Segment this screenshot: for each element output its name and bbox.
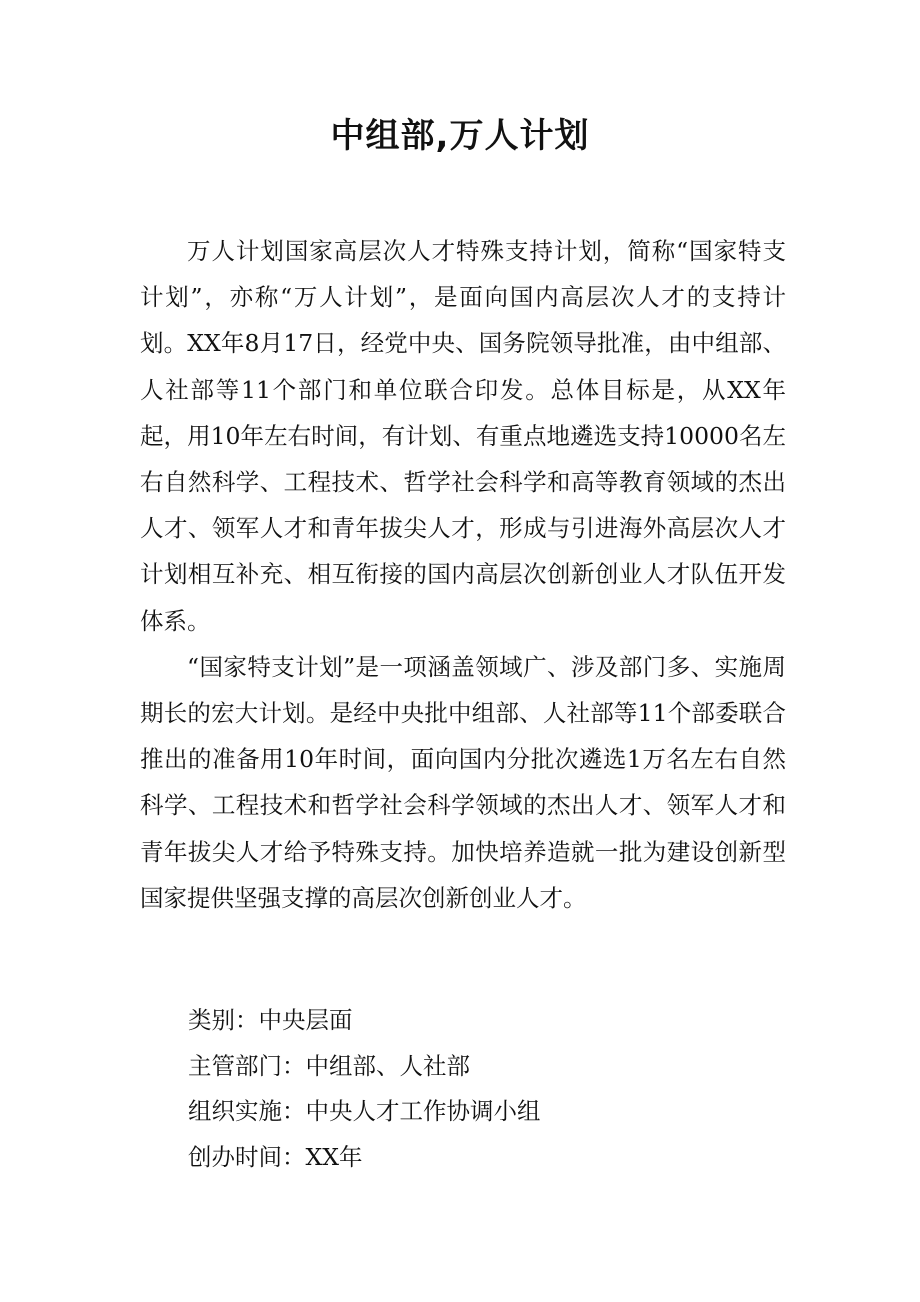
document-body [140,228,786,921]
info-founded: 创办时间：XX年 [188,1142,363,1171]
info-department: 主管部门：中组部、人社部 [188,1051,470,1080]
paragraph-intro: 万人计划国家高层次人才特殊支持计划，简称“国家特支计划”，亦称“万人计划”，是面向国内高层次人才的支持计划。XX年8月17日，经党中央、国务院领导批准，由中组部、人社部等11个部门和单位联合印发。总体目标是，从XX年起，用10年左右时间，有计划、有重点地遴选支持10000名左右自然科学、工程技术、哲学社会科学和高等教育领域的杰出人才、领军人才和青年拔尖人才，形成与引进海外高层次人才计划相互补充、相互衔接的国内高层次创新创业人才队伍开发体系。 [140,237,786,635]
info-organizer: 组织实施：中央人才工作协调小组 [188,1097,541,1125]
paragraph-description: “国家特支计划”是一项涵盖领域广、涉及部门多、实施周期长的宏大计划。是经中央批中组部、人社部等11个部委联合推出的准备用10年时间，面向国内分批次遴选1万名左右自然科学、工程技术和哲学社会科学领域的杰出人才、领军人才和青年拔尖人才给予特殊支持。加快培养造就一批为建设创新型国家提供坚强支撑的高层次创新创业人才。 [140,652,786,912]
document-title: 中组部,万人计划 [330,116,590,156]
info-category: 类别：中央层面 [188,1006,353,1034]
info-list [188,998,788,1180]
